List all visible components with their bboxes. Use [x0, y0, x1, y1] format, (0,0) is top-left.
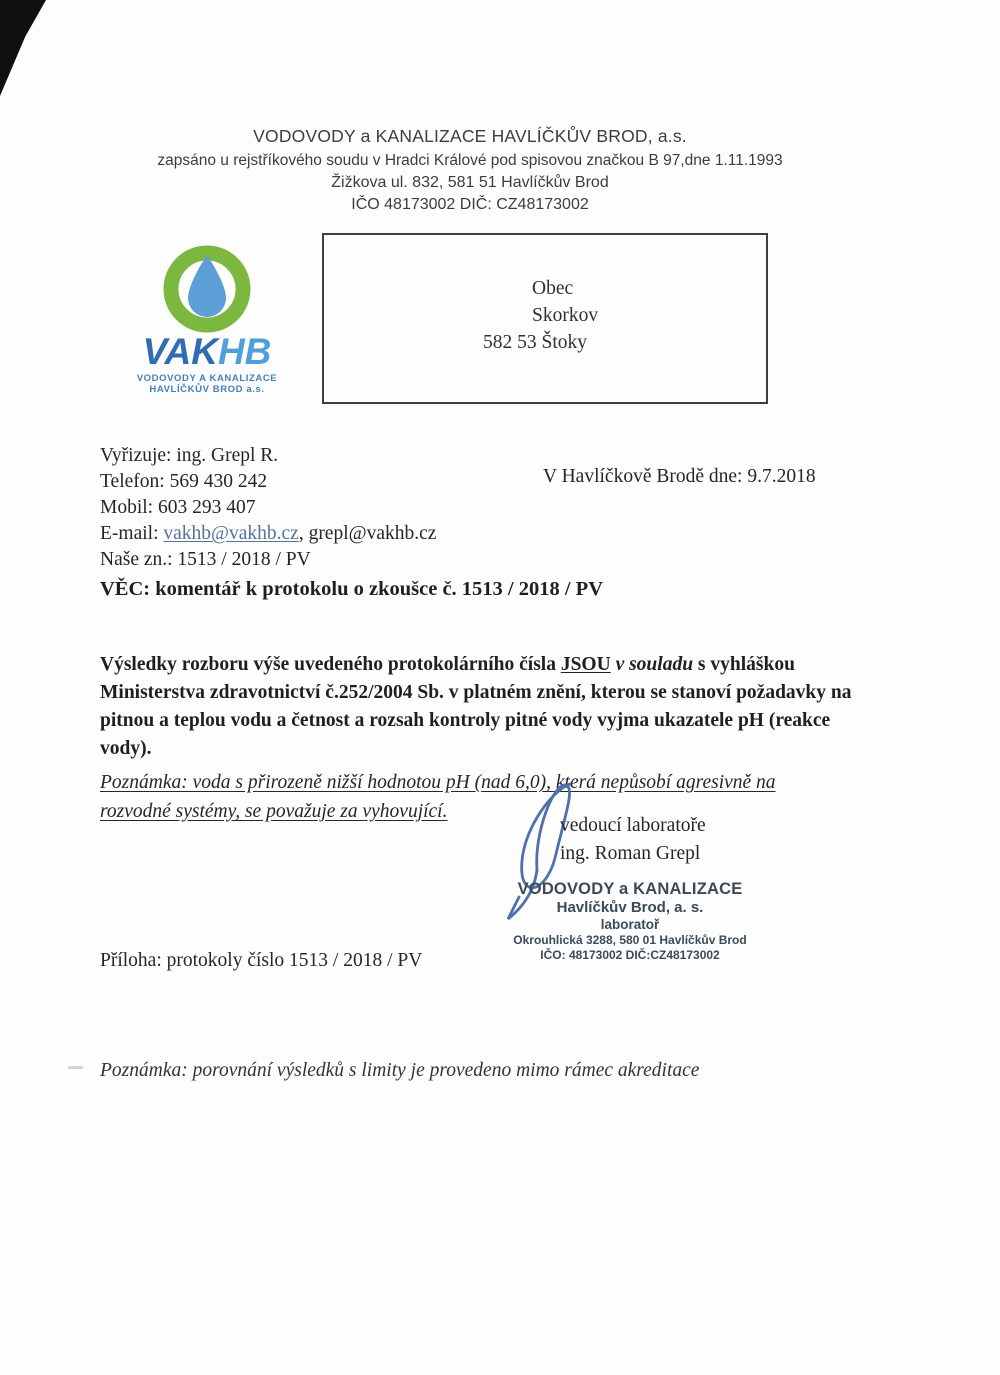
contact-phone: Telefon: 569 430 242 — [100, 471, 268, 492]
date-place-line: V Havlíčkově Brodě dne: 9.7.2018 — [543, 466, 816, 487]
contact-reference: Naše zn.: 1513 / 2018 / PV — [100, 549, 311, 570]
footer-note: Poznámka: porovnání výsledků s limity je provedeno mimo rámec akreditace — [100, 1060, 700, 1081]
stamp-line3: laboratoř — [600, 917, 660, 932]
body-part2: s vyhláškou Ministerstva zdravotnictví č.252/2004 Sb. v platném znění, kterou se stanoví požadavky na pitnou a teplou vodu a četnost a rozsah kontroly pitné vody vyjma ukazatele pH (reakce vody). — [100, 653, 852, 759]
signatory-name: ing. Roman Grepl — [560, 843, 701, 864]
logo-wordmark-hb: HB — [217, 331, 272, 372]
note-paragraph: Poznámka: voda s přirozeně nižší hodnotou pH (nad 6,0), která nepůsobí agresivně na rozvodné systémy, se považuje za vyhovující. — [100, 771, 776, 822]
body-v-souladu-emphasis: v souladu — [610, 653, 694, 675]
body-jsou-emphasis: JSOU — [560, 653, 611, 675]
contact-handler: Vyřizuje: ing. Grepl R. — [100, 445, 279, 466]
stamp-line2: Havlíčkův Brod, a. s. — [556, 899, 704, 916]
recipient-address — [483, 275, 598, 356]
logo-wordmark — [125, 331, 289, 372]
recipient-line3: 582 53 Štoky — [483, 332, 588, 353]
laboratory-stamp — [502, 880, 758, 963]
logo-wordmark-vak: VAK — [142, 331, 218, 372]
email-secondary: , grepl@vakhb.cz — [298, 523, 437, 544]
signatory-block — [560, 812, 706, 868]
stamp-line4: Okrouhlická 3288, 580 01 Havlíčkův Brod — [513, 933, 747, 947]
logo-subtext — [125, 373, 289, 395]
recipient-line1: Obec — [532, 278, 574, 299]
company-name: VODOVODY a KANALIZACE HAVLÍČKŮV BROD, a.s. — [253, 126, 687, 146]
body-part1: Výsledky rozboru výše uvedeného protokolárního čísla — [100, 653, 561, 675]
email-label: E-mail: — [100, 523, 164, 544]
signatory-title: vedoucí laboratoře — [560, 815, 706, 836]
company-logo — [125, 242, 289, 395]
stamp-line5: IČO: 48173002 DIČ:CZ48173002 — [540, 948, 720, 962]
recipient-address-box — [322, 233, 768, 404]
stamp-line1: VODOVODY a KANALIZACE — [517, 880, 743, 898]
scan-corner-artifact — [0, 0, 46, 96]
body-paragraph — [100, 651, 868, 763]
email-link: vakhb@vakhb.cz — [163, 523, 299, 544]
letterhead — [0, 126, 940, 214]
attachment-line: Příloha: protokoly číslo 1513 / 2018 / PV — [100, 950, 423, 971]
subject-line: VĚC: komentář k protokolu o zkoušce č. 1513 / 2018 / PV — [100, 578, 604, 600]
contact-block — [100, 443, 436, 573]
water-drop-logo-icon — [161, 242, 253, 334]
registration-line: zapsáno u rejstříkového soudu v Hradci Králové pod spisovou značkou B 97,dne 1.11.1993 — [157, 152, 783, 169]
company-address: Žižkova ul. 832, 581 51 Havlíčkův Brod — [331, 174, 609, 191]
contact-email-line — [100, 521, 436, 547]
logo-subtext-line2: HAVLÍČKŮV BROD a.s. — [149, 384, 265, 395]
company-ids: IČO 48173002 DIČ: CZ48173002 — [351, 196, 589, 213]
scan-dash-artifact — [68, 1066, 83, 1069]
recipient-line2: Skorkov — [532, 305, 599, 326]
logo-subtext-line1: VODOVODY A KANALIZACE — [136, 373, 278, 384]
contact-mobile: Mobil: 603 293 407 — [100, 497, 256, 518]
